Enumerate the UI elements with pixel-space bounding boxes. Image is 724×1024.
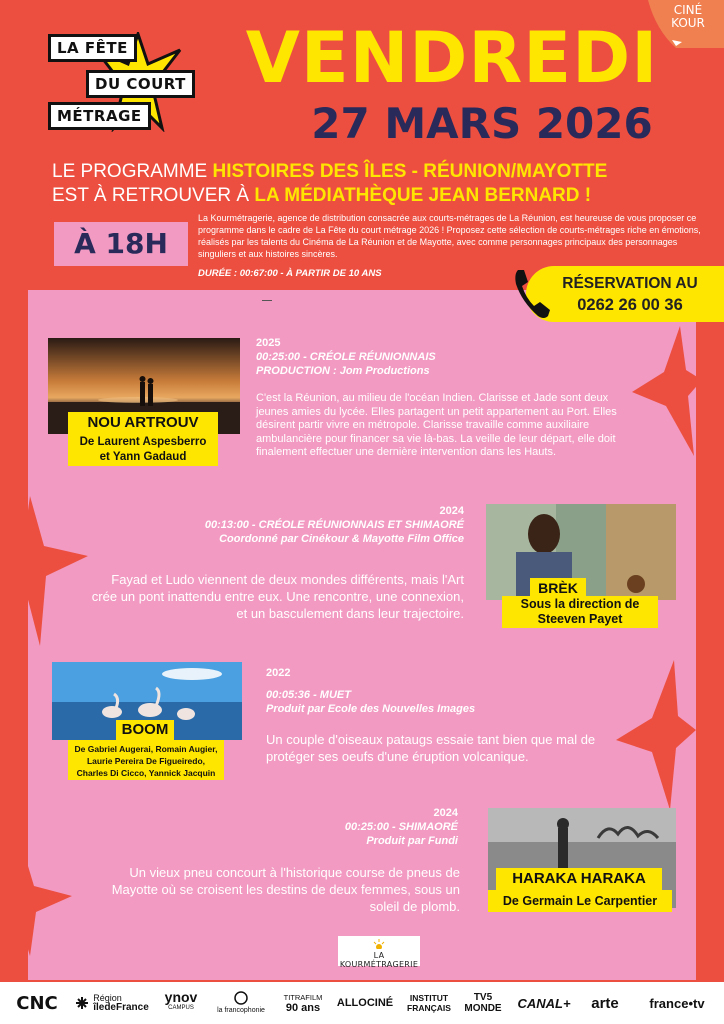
tv5monde-logo	[460, 982, 506, 1024]
film-synopsis: C'est la Réunion, au milieu de l'océan Indien. Clarisse et Jade sont deux jeunes amies du lycée. Elles partagent un petit appartement au Port. Elles désirent partir vivre en métropole. Clarisse travaille comme auxiliaire ambulancière pour financer sa vie là-bas. La veille de leur départ, elle doit finalement effectuer une dernière intervention dans les Hauts.	[256, 392, 617, 458]
fete-du-court-metrage-logo	[48, 32, 184, 132]
divider	[262, 300, 272, 301]
film-year: 2024	[439, 505, 464, 517]
cnc-logo: CNC	[16, 992, 58, 1014]
arte-logo: arte	[591, 994, 619, 1012]
logo-line-3: MÉTRAGE	[48, 102, 151, 130]
program-line-1-text: LE PROGRAMME	[52, 161, 213, 182]
region-idf-logo	[74, 982, 150, 1024]
asterisk-icon	[75, 996, 89, 1010]
program-line-1	[52, 160, 712, 184]
sponsors-footer	[0, 982, 724, 1024]
institut-line-2: FRANÇAIS	[407, 1003, 451, 1013]
reservation-label: RÉSERVATION AU	[562, 275, 698, 292]
film-production: Produit par Fundi	[366, 835, 458, 847]
film-meta	[266, 666, 606, 716]
film-runtime-language: 00:25:00 - CRÉOLE RÉUNIONNAIS	[256, 351, 436, 363]
program-line-2-text: EST À RETROUVER À	[52, 185, 255, 206]
film-production: PRODUCTION : Jom Productions	[256, 365, 430, 377]
logo-line-2: DU COURT	[86, 70, 195, 98]
tv5-line-2: MONDE	[464, 1003, 502, 1014]
cinekour-line-1: CINÉ	[673, 3, 703, 17]
film-meta	[150, 504, 464, 546]
reservation-banner	[512, 262, 724, 324]
institut-francais-logo	[404, 982, 454, 1024]
titrafilm-logo	[278, 982, 328, 1024]
titrafilm-line-1: TITRAFILM	[283, 993, 323, 1002]
region-line-2: îledeFrance	[93, 1002, 149, 1013]
film-year: 2025	[256, 337, 281, 349]
kourmetragerie-name: LA KOURMÉTRAGERIE	[339, 951, 419, 969]
film-runtime-language: 00:05:36 - MUET	[266, 689, 351, 701]
francophonie-name: la francophonie	[217, 1007, 265, 1014]
decorative-star-icon	[616, 660, 696, 810]
film-director-line: Steeven Payet	[537, 612, 623, 626]
sun-icon	[373, 939, 385, 949]
institut-line-1: INSTITUT	[409, 993, 449, 1003]
canal-plus-logo: CANAL+	[517, 995, 571, 1011]
film-director: De Germain Le Carpentier	[488, 890, 672, 912]
program-title: HISTOIRES DES ÎLES - RÉUNION/MAYOTTE	[212, 161, 608, 182]
film-synopsis: Un couple d'oiseaux pataugs essaie tant bien que mal de protéger ses oeufs d'une éruption volcanique.	[266, 732, 596, 764]
logo-line-1: LA FÊTE	[48, 34, 137, 62]
film-title: HARAKA HARAKA	[496, 868, 662, 890]
duration-info: DURÉE : 00:67:00 - À PARTIR DE 10 ANS	[198, 268, 382, 279]
francophonie-ring-icon	[233, 990, 249, 1006]
decorative-star-icon	[0, 496, 88, 646]
film-director-line: De Gabriel Augerai, Romain Augier,	[74, 744, 218, 754]
region-line-1: Région	[93, 993, 122, 1003]
start-time-badge: À 18H	[54, 222, 188, 266]
france-tv-logo: france•tv	[649, 995, 705, 1011]
film-director-line: Sous la direction de	[520, 597, 640, 611]
venue-name: LA MÉDIATHÈQUE JEAN BERNARD !	[254, 185, 592, 206]
film-director-line: Laurie Pereira De Figueiredo,	[86, 756, 206, 766]
decorative-star-icon	[632, 326, 702, 456]
film-meta	[256, 336, 596, 378]
film-meta	[150, 806, 458, 848]
film-title: BRÈK	[530, 578, 586, 598]
header	[0, 0, 724, 290]
kourmetragerie-logo	[338, 936, 420, 969]
film-title: BOOM	[116, 720, 174, 740]
film-production: Produit par Ecole des Nouvelles Images	[266, 703, 476, 715]
cinekour-line-2: KOUR	[671, 16, 705, 30]
reservation-phone[interactable]: 0262 26 00 36	[577, 296, 683, 314]
decorative-star-icon	[0, 846, 72, 956]
film-runtime-language: 00:25:00 - SHIMAORÉ	[344, 821, 458, 833]
film-director-line: De Laurent Aspesberro	[79, 436, 207, 448]
film-synopsis: Un vieux pneu concourt à l'historique course de pneus de Mayotte où se croisent les destins de deux femmes, sous un soleil de plomb.	[111, 865, 460, 914]
event-date: 27 MARS 2026	[311, 99, 653, 148]
allocine-logo: ALLOCINÉ	[336, 997, 394, 1009]
ynov-line-1: ynov	[164, 989, 198, 1005]
tv5-line-1: TV5	[473, 992, 493, 1003]
event-day: VENDREDI	[245, 17, 659, 99]
film-year: 2022	[266, 667, 291, 679]
film-title: NOU ARTROUV	[68, 412, 218, 434]
intro-paragraph: La Kourmétragerie, agence de distribution consacrée aux courts-métrages de La Réunion, est heureuse de vous proposer ce programme dans le cadre de La Fête du court métrage 2026 ! Proposez cette sélection de courts-métrages riche en émotions, réalisés par les talents du Cinéma de La Réunion et de Mayotte, avec comme personnages principaux des personnages singuliers et aux histoires sincères.	[198, 213, 701, 259]
ynov-logo	[160, 982, 202, 1024]
film-director-line: Charles Di Cicco, Yannick Jacquin	[76, 768, 216, 778]
francophonie-logo	[210, 982, 272, 1024]
film-synopsis: Fayad et Ludo viennent de deux mondes différents, mais l'Art crée un pont inattendu entre eux. Une rencontre, une connexion, et un basculement dans leur trajectoire.	[91, 572, 464, 621]
film-year: 2024	[433, 807, 458, 819]
film-production: Coordonné par Cinékour & Mayotte Film Office	[219, 533, 464, 545]
titrafilm-line-2: 90 ans	[285, 1002, 321, 1014]
film-director-line: et Yann Gadaud	[99, 451, 187, 463]
film-director	[68, 434, 218, 466]
program-line-2	[52, 184, 712, 208]
film-runtime-language: 00:13:00 - CRÉOLE RÉUNIONNAIS ET SHIMAORÉ	[204, 519, 464, 531]
film-director	[68, 740, 224, 780]
ynov-line-2: CAMPUS	[168, 1005, 194, 1011]
film-director	[502, 596, 658, 628]
